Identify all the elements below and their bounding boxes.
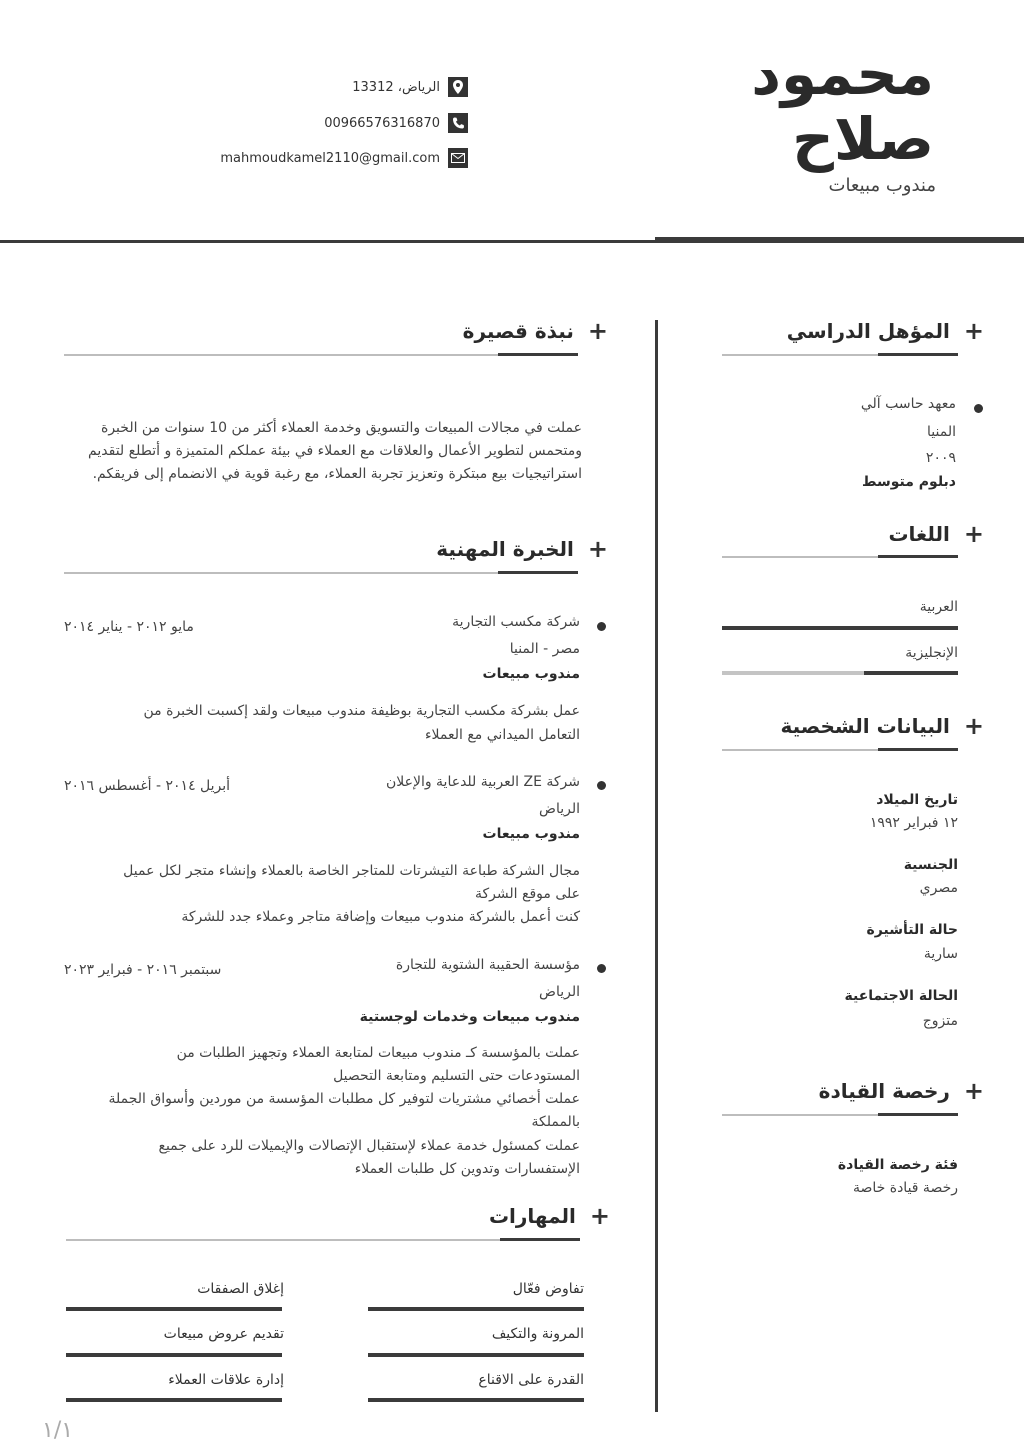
language-level-bar [722,671,958,675]
phone-icon [448,113,468,133]
section-rule-accent [878,353,958,356]
skill-label: المرونة والتكيف [491,1326,584,1342]
job-location: الرياض [539,984,580,1000]
job-description-line: مجال الشركة طباعة التيشرتات للمتاجر الخاصة بالعملاء وإنشاء متجر لكل عميل [123,863,580,879]
email-text[interactable]: mahmoudkamel2110@gmail.com [220,150,440,166]
skill-label: تقديم عروض مبيعات [163,1326,284,1342]
nationality-value: مصري [919,880,958,896]
skill-bar [66,1307,282,1311]
phone-text[interactable]: 00966576316870 [324,115,440,131]
summary-text: عملت في مجالات المبيعات والتسويق وخدمة العملاء أكثر من 10 سنوات من الخبرة ومتحمس لتطوير الأعمال والعلاقات مع العملاء في بيئة عملكم المتميزة و أتطلع لتقديم استراتيجيات بيع مبتكرة وتعزيز تجربة العملاء، مع رغبة قوية في الانضمام إلى فريقكم. [88,420,582,482]
bullet-icon [974,404,983,413]
contact-phone [324,112,468,134]
job-role: مندوب مبيعات [482,826,580,842]
location-pin-icon [448,77,468,97]
section-rule-accent [498,571,578,574]
job-description-line: عمل بشركة مكسب التجارية بوظيفة مندوب مبيعات ولقد إكسبت الخبرة من [143,703,580,719]
job-description-line: الإستفسارات وتدوين كل طلبات العملاء [354,1161,580,1177]
job-description-line: عملت أخصائي مشتريات لتوفير كل مطلبات المؤسسة من موردين وأسواق الجملة [108,1091,580,1107]
job-role: مندوب مبيعات وخدمات لوجستية [359,1009,580,1025]
language-level-bar [722,626,958,630]
last-name: صلاح [792,105,934,173]
contact-address [352,76,468,98]
marital-label: الحالة الاجتماعية [844,988,958,1004]
section-title: الخبرة المهنية [436,537,574,561]
job-description-line: عملت كمسئول خدمة عملاء لإستقبال الإتصالات والإيميلات للرد على جميع [158,1138,580,1154]
skill-bar [368,1398,584,1402]
job-title: مندوب مبيعات [828,175,936,196]
school-name: معهد حاسب آلي [860,396,956,412]
job-description-line: بالمملكة [531,1114,580,1130]
section-title: البيانات الشخصية [780,714,950,738]
skill-bar [368,1353,584,1357]
section-education [787,312,984,350]
section-rule-accent [878,1113,958,1116]
job-description-line: على موقع الشركة [475,886,580,902]
job-role: مندوب مبيعات [482,666,580,682]
visa-value: سارية [923,946,958,962]
job-description-line: عملت بالمؤسسة كـ مندوب مبيعات لمتابعة العملاء وتجهيز الطلبات من [176,1045,580,1061]
license-value: رخصة قيادة خاصة [852,1180,958,1196]
section-languages [888,515,984,553]
language-level-fill [864,671,958,675]
skill-bar [66,1353,282,1357]
bullet-icon [597,622,606,631]
skill-label: القدرة على الاقناع [478,1372,584,1388]
degree: دبلوم متوسط [862,474,956,490]
section-title: رخصة القيادة [818,1079,950,1103]
language-level-fill [722,626,958,630]
section-summary [463,312,608,350]
school-city: المنيا [927,424,956,440]
bullet-icon [597,781,606,790]
plus-icon: + [587,317,608,345]
first-name: محمود [751,40,934,108]
section-rule-accent [878,555,958,558]
language-name: الإنجليزية [905,645,958,661]
column-divider [655,320,658,1412]
job-description-line: المستودعات حتى التسليم ومتابعة التحصيل [333,1068,580,1084]
job-company: شركة ZE العربية للدعاية والإعلان [385,774,580,790]
job-dates: سبتمبر ٢٠١٦ - فبراير ٢٠٢٣ [64,962,222,978]
job-description-line: التعامل الميداني مع العملاء [424,727,580,743]
marital-value: متزوج [922,1013,958,1029]
section-skills [489,1197,610,1235]
plus-icon: + [587,535,608,563]
license-label: فئة رخصة القيادة [837,1157,958,1173]
section-experience [436,530,608,568]
skill-bar [368,1307,584,1311]
plus-icon: + [963,1077,984,1105]
graduation-year: ٢٠٠٩ [925,450,956,466]
visa-label: حالة التأشيرة [866,922,958,938]
job-company: شركة مكسب التجارية [452,614,580,630]
section-rule-accent [498,353,578,356]
bullet-icon [597,964,606,973]
plus-icon: + [589,1202,610,1230]
header-divider-accent [655,237,1024,243]
job-location: مصر - المنيا [509,641,580,657]
address-text: الرياض، 13312 [352,79,440,95]
job-dates: مايو ٢٠١٢ - يناير ٢٠١٤ [64,619,194,635]
section-rule-accent [878,748,958,751]
birth-value: ١٢ فبراير ١٩٩٢ [869,815,958,831]
skill-label: تفاوض فعّال [512,1281,584,1297]
page-number: ١/١ [42,1418,74,1443]
skill-label: إغلاق الصفقات [197,1281,284,1297]
section-license [819,1072,984,1110]
skill-bar [66,1398,282,1402]
section-title: المهارات [488,1204,576,1228]
envelope-icon [448,148,468,168]
plus-icon: + [963,317,984,345]
section-personal [780,707,984,745]
language-name: العربية [919,599,958,615]
nationality-label: الجنسية [903,857,958,873]
skill-label: إدارة علاقات العملاء [168,1372,284,1388]
section-rule-accent [500,1238,580,1241]
job-location: الرياض [539,801,580,817]
section-title: اللغات [888,522,950,546]
job-company: مؤسسة الحقيبة الشتوية للتجارة [395,957,580,973]
section-title: نبذة قصيرة [462,319,574,343]
plus-icon: + [963,520,984,548]
plus-icon: + [963,712,984,740]
contact-email [220,147,468,169]
section-title: المؤهل الدراسي [786,319,950,343]
job-dates: أبريل ٢٠١٤ - أغسطس ٢٠١٦ [64,778,231,794]
birth-label: تاريخ الميلاد [876,792,958,808]
job-description-line: كنت أعمل بالشركة مندوب مبيعات وإضافة متاجر وعملاء جدد للشركة [181,909,580,925]
